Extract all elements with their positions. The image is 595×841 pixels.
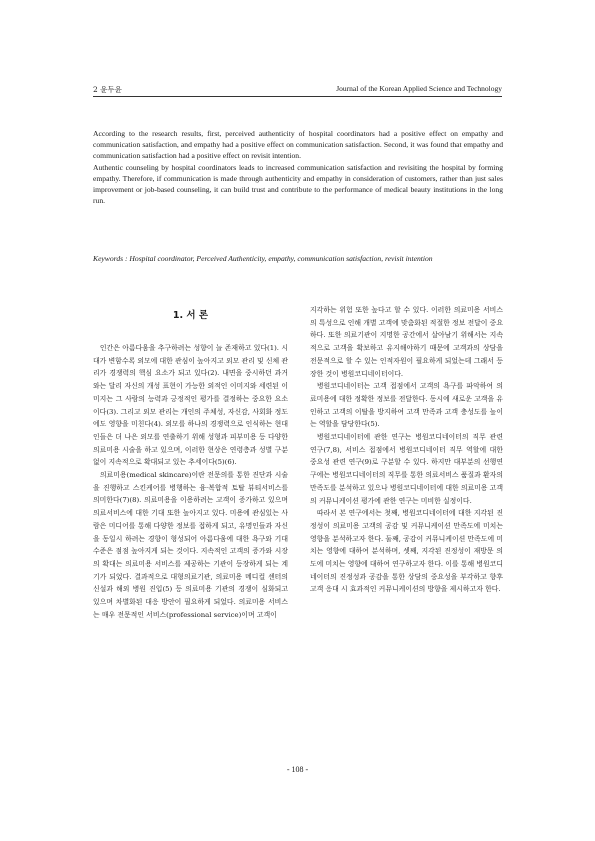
body-paragraph: 병원코디네이터에 관한 연구는 병원코디네이터의 직무 관련 연구(7,8), 서비스 접점에서 병원코디네이터 직무 역할에 대한 중요성 관련 연구(9)로 구분할 수 있다. 하지만 대부분의 선행연구에는 병원코디네이터의 직무를 통한 의료서비스 품질과 환자의 만족도를 분석하고 있으나 병원코디네이터에 대한 의료미용 고객의 커뮤니케이션 평가에 관한 연구는 미비한 실정이다. <box>310 433 503 505</box>
running-header-journal: Journal of the Korean Applied Science and Technology <box>336 84 502 93</box>
header-rule <box>93 96 502 97</box>
right-column <box>310 304 503 596</box>
keywords-label: Keywords : <box>93 254 130 263</box>
abstract <box>93 128 503 206</box>
body-paragraph: 인간은 아름다움을 추구하려는 성향이 늘 존재하고 있다(1). 시대가 변함수록 외모에 대한 관심이 높아지고 외모 관리 및 신체 관리가 경쟁력의 핵심 요소가 되고 있다(2). 내면을 중시하던 과거와는 달리 자신의 개성 표현이 가능한 외적인 이미지와 세련된 이미지는 그 사람의 능력과 긍정적인 평가를 결정하는 중요한 요소이다(3). 그리고 외모 관리는 개인의 주체성, 자신감, 사회화 정도에도 영향을 미친다(4). 외모를 하나의 경쟁력으로 인식하는 현대인들은 더 나은 외모를 연출하기 위해 성형과 피부미용 등 다양한 의료미용 시술을 하고 있으며, 이러한 현상은 연령층과 성별 구분없이 지속적으로 확대되고 있는 추세이다(5)(6). <box>93 344 288 467</box>
running-header-left: 2 윤두윤 <box>93 85 122 94</box>
keywords-text: Hospital coordinator, Perceived Authenticity, empathy, communication satisfaction, revisit intention <box>129 254 433 263</box>
body-paragraph: 지각하는 위험 또한 높다고 할 수 있다. 이러한 의료미용 서비스의 특성으로 인해 개별 고객에 맞춤화된 적절한 정보 전달이 중요하다. 또한 의료기관이 지명한 공간에서 살아남기 위해서는 지속적으로 고객을 확보하고 유지해야하기 때문에 고객과의 상담을 전문적으로 할 수 있는 인적자원이 필요하게 되었는데 그래서 등장한 것이 병원코디네이터이다. <box>310 306 503 378</box>
section-title: 1. 서 론 <box>172 310 209 321</box>
body-paragraph: 의료미용(medical skincare)이란 전문의를 통한 진단과 시술을 진행하고 스킨케어를 병행하는 융·복합적 토탈 뷰티서비스를 의미한다(7)(8). 의료미용을 이용하려는 고객이 증가하고 있으며 의료서비스에 대한 기대 또한 높아지고 있다. 미용에 관심있는 사람은 미디어를 통해 다양한 정보를 접하게 되고, 유명인들과 자신을 동일시 하려는 경향이 형성되어 아름다움에 대한 욕구와 기대 수준은 점점 높아지게 되는 것이다. 지속적인 고객의 증가와 시장의 확대는 의료미용 서비스를 제공하는 기관이 등장하게 되는 계기가 되었다. 결과적으로 대형의료기관, 의료미용 메디컬 센터의 신설과 해외 병원 진입(5) 등 의료미용 기관의 경쟁이 심화되고 있으며 차별화된 대응 방안이 필요하게 되었다. 의료미용 서비스는 매우 전문적인 서비스(professional service)이며 고객이 <box>93 471 288 619</box>
keywords <box>93 253 503 264</box>
abstract-paragraph: Authentic counseling by hospital coordinators leads to increased communication satisfaction and revisiting the hospital by forming empathy. Therefore, if communication is made through authenticity and empathy in consideration of customers, rather than just sales improvement or job-based counseling, it can build trust and contribute to the performance of medical beauty institutions in the long run. <box>93 162 503 206</box>
body-paragraph: 따라서 본 연구에서는 첫째, 병원코디네이터에 대한 지각된 진정성이 의료미용 고객의 공감 및 커뮤니케이션 만족도에 미치는 영향을 분석하고자 한다. 둘째, 공감이 커뮤니케이션 만족도에 미치는 영향에 대하여 분석하며, 셋째, 지각된 진정성이 재방문 의도에 미치는 영향에 대하여 연구하고자 한다. 이를 통해 병원코디네이터의 진정성과 공감을 통한 상담의 중요성을 부각하고 향후 고객 응대 시 효과적인 커뮤니케이션의 방향을 제시하고자 한다. <box>310 509 503 594</box>
abstract-paragraph: According to the research results, first, perceived authenticity of hospital coordinators had a positive effect on empathy and communication satisfaction, and empathy had a positive effect on communication satisfaction. Second, it was found that empathy and communication satisfaction had a positive effect on revisit intention. <box>93 129 503 161</box>
left-column <box>93 306 288 621</box>
page-number: - 108 - <box>286 765 309 774</box>
body-paragraph: 병원코디네이터는 고객 접점에서 고객의 욕구를 파악하여 의료미용에 대한 정확한 정보를 전달한다. 동시에 새로운 고객을 유인하고 고객의 이탈을 방지하여 고객 만족과 고객 충성도를 높이는 역할을 담당한다(5). <box>310 382 503 429</box>
